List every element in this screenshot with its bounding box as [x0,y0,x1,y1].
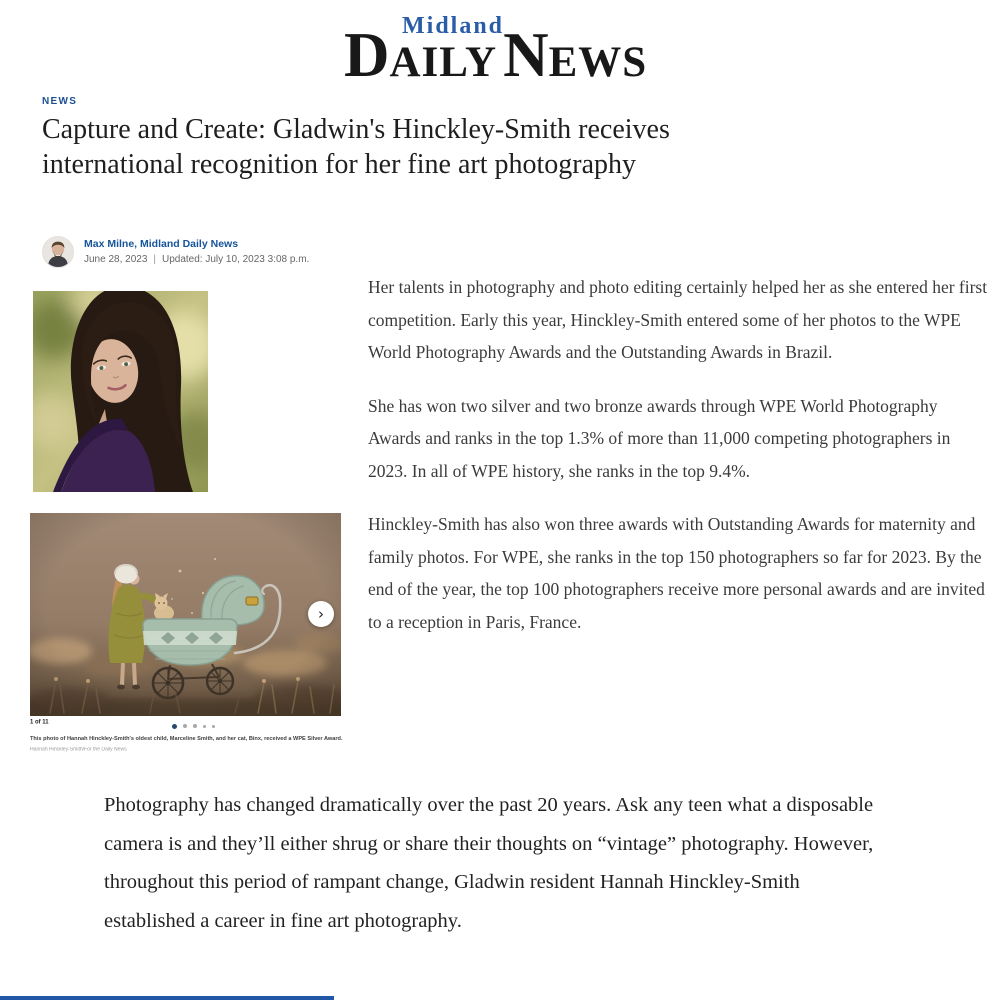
logo-midland-text: Midland [402,13,505,39]
carousel-dots [172,723,215,729]
byline-author-link[interactable]: Max Milne, Midland Daily News [84,238,239,251]
carousel-dot[interactable] [212,725,215,728]
carousel-dot[interactable] [183,724,187,728]
author-avatar-illustration [43,237,73,267]
logo-letter-d: D [344,20,390,90]
closing-paragraph: Photography has changed dramatically over the past 20 years. Ask any teen what a disposable camera is and they’ll either shrug or share their thoughts on “vintage” photography. However, throughout this period of rampant change, Gladwin resident Hannah Hinckley-Smith established a career in fine art photography. [104,794,874,932]
author-avatar[interactable] [42,236,74,268]
publish-date: June 28, 2023 [84,253,148,265]
updated-date: Updated: July 10, 2023 3:08 p.m. [162,253,310,265]
byline-dates [84,254,309,266]
carousel-counter: 1 of 11 [30,719,49,725]
carousel-dot[interactable] [172,724,177,729]
logo-daily-rest: AILY [389,39,498,86]
body-paragraph: Hinckley-Smith has also won three awards with Outstanding Awards for maternity and family photos. For WPE, she ranks in the top 150 photographers so far for 2023. By the end of the year, the top 100 photographers receive more personal awards and are invited to a reception in Paris, France. [368,514,985,632]
carousel-dot[interactable] [203,725,206,728]
masthead [344,13,656,90]
byline-separator: | [153,253,156,265]
body-paragraph: Her talents in photography and photo editing certainly helped her as she entered her first competition. Early this year, Hinckley-Smith entered some of her photos to the WPE World Photography Awards and the Outstanding Awards in Brazil. [368,277,988,362]
midland-daily-news-logo[interactable] [344,13,656,90]
carousel-photo [30,513,341,716]
bottom-accent-bar [0,996,334,1000]
byline [42,236,309,268]
photo-credit: Hannah Hinckley-Smith/For the Daily News [30,747,127,753]
section-label-news[interactable]: NEWS [42,96,78,107]
body-paragraph: She has won two silver and two bronze awards through WPE World Photography Awards and ranks in the top 1.3% of more than 11,000 competing photographers in 2023. In all of WPE history, she ranks in the top 9.4%. [368,395,951,481]
logo-letter-n: N [503,20,549,90]
portrait-photo-illustration [33,291,208,492]
article-headline: Capture and Create: Gladwin's Hinckley-Smith receives international recognition for her fine art photography [42,114,670,180]
photo-caption: This photo of Hannah Hinckley-Smith's oldest child, Marceline Smith, and her cat, Binx, received a WPE Silver Award. [30,736,343,742]
portrait-photo [33,291,208,492]
article-body [368,271,988,659]
carousel-dot[interactable] [193,724,197,728]
logo-news-rest: EWS [548,39,648,86]
carousel-next-button[interactable]: › [308,601,334,627]
byline-text [84,238,309,266]
carousel-photo-illustration [30,513,341,716]
